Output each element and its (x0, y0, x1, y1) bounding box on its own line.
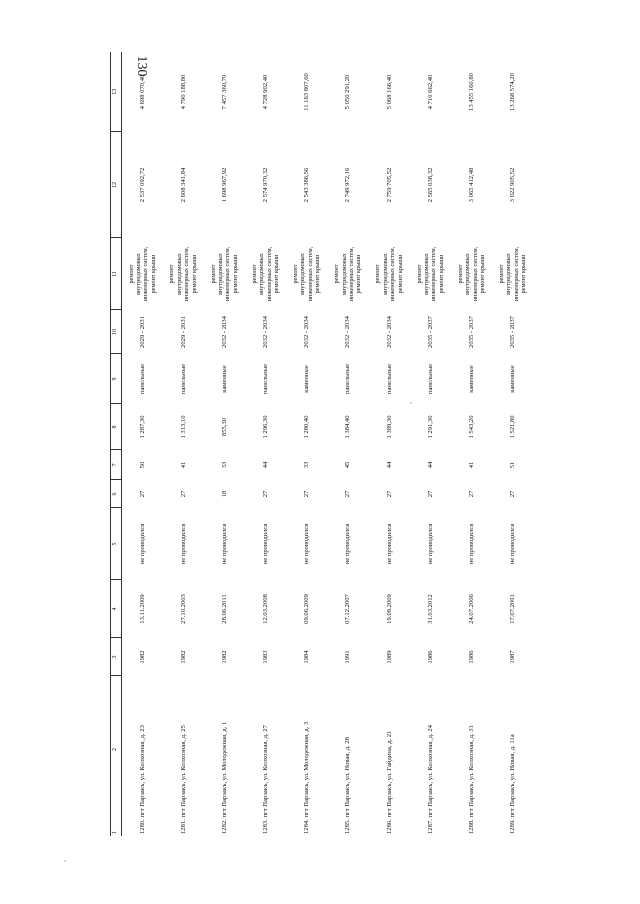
total-cost-cell: 4 710 662,40 (426, 74, 434, 110)
build-year-cell: 1982 (138, 650, 146, 664)
build-year-cell: 1987 (509, 650, 517, 664)
work-line: внутридомовых (258, 253, 266, 295)
address-cell: 1282. пгт Парзакъ, ул. Молодежная, д. 1 (220, 721, 228, 834)
wall-material-cell: панельные (344, 363, 352, 395)
header-cell-4: 4 (111, 580, 122, 638)
repair-status-cell: не проводился (509, 523, 517, 565)
work-type-cell (369, 238, 410, 310)
header-cell-5: 5 (111, 508, 122, 580)
work-line: внутридомовых (381, 253, 389, 295)
header-cell-11: 11 (111, 238, 122, 310)
apartments-cell: 50 (138, 461, 146, 469)
work-type-cell (492, 238, 533, 310)
address-cell: 1287. пгт Парзакъ, ул. Колхозная, д. 24 (426, 725, 434, 834)
area-cell: 1 291,30 (426, 415, 434, 439)
work-line: инженерных систем, (471, 246, 479, 302)
storeys-cell: 27 (426, 490, 434, 498)
header-cell-13: 13 (111, 52, 122, 132)
survey-date-cell: 31.03.2012 (426, 594, 434, 624)
work-line: ремонт крыши (190, 254, 198, 294)
header-cell-1-2 (111, 676, 122, 836)
header-cell-8: 8 (111, 404, 122, 450)
work-line: инженерных систем, (183, 246, 191, 302)
table-row (327, 52, 368, 836)
survey-date-cell: 07.12.2007 (344, 594, 352, 624)
work-line: ремонт (456, 264, 464, 284)
cost-cell: 2 543 386,56 (303, 167, 311, 203)
total-cost-cell: 11 163 807,60 (303, 73, 311, 111)
build-year-cell: 1989 (385, 650, 393, 664)
cost-cell: 2 759 705,52 (385, 167, 393, 203)
period-cell: 2035 - 2037 (467, 316, 475, 348)
page-number: 130 (134, 55, 149, 77)
total-cost-cell: 4 698 070,40 (138, 74, 146, 110)
repair-status-cell: не проводился (385, 523, 393, 565)
work-line: инженерных систем, (512, 246, 520, 302)
apartments-cell: 33 (303, 461, 311, 469)
work-line: внутридомовых (423, 253, 430, 295)
build-year-cell: 1984 (303, 650, 311, 664)
table-body (122, 52, 534, 836)
work-line: ремонт крыши (520, 254, 528, 294)
repair-schedule-table (110, 52, 533, 836)
build-year-cell: 1991 (344, 650, 352, 664)
scan-speck (64, 860, 66, 862)
build-year-cell: 1986 (426, 650, 434, 664)
work-line: инженерных систем, (348, 246, 356, 302)
period-cell: 2032 - 2034 (344, 316, 352, 348)
survey-date-cell: 12.03.2008 (261, 594, 269, 624)
work-line: внутридомовых (217, 253, 225, 295)
work-line: ремонт (292, 264, 300, 284)
apartments-cell: 41 (179, 461, 187, 469)
storeys-cell: 27 (261, 490, 269, 498)
period-cell: 2035 - 2037 (426, 316, 434, 348)
survey-date-cell: 13.11.2009 (138, 594, 146, 624)
apartments-cell: 44 (261, 461, 269, 469)
total-cost-cell: 4 728 902,40 (261, 74, 269, 110)
area-cell: 855,30 (220, 417, 228, 437)
header-label: 2 (112, 748, 119, 751)
work-line: внутридомовых (299, 253, 307, 295)
storeys-cell: 27 (344, 490, 352, 498)
header-cell-3: 3 (111, 638, 122, 676)
cost-cell: 2 574 970,32 (261, 167, 269, 203)
survey-date-cell: 09.06.2009 (303, 594, 311, 624)
work-line: ремонт (168, 264, 176, 284)
work-line: ремонт крыши (231, 254, 239, 294)
address-cell: 1283. пгт Парзакъ, ул. Колхозная, д. 27 (261, 725, 269, 834)
work-line: ремонт (333, 264, 341, 284)
total-cost-cell: 5 068 166,40 (385, 74, 393, 110)
repair-status-cell: не проводился (344, 523, 352, 565)
header-cell-12: 12 (111, 132, 122, 238)
repair-status-cell: не проводился (467, 523, 475, 565)
header-cell-9: 9 (111, 354, 122, 404)
wall-material-cell: панельные (426, 363, 434, 395)
build-year-cell: 1982 (220, 650, 228, 664)
storeys-cell: 27 (509, 490, 517, 498)
repair-status-cell: не проводился (179, 523, 187, 565)
storeys-cell: 27 (179, 490, 187, 498)
work-line: ремонт (209, 264, 217, 284)
cost-cell: 1 698 967,92 (220, 167, 228, 203)
work-line: ремонт крыши (437, 254, 445, 294)
repair-status-cell: не проводился (303, 523, 311, 565)
work-line: инженерных систем, (430, 246, 438, 302)
apartments-cell: 44 (385, 461, 393, 469)
survey-date-cell: 24.07.2006 (467, 594, 475, 624)
storeys-cell: 27 (385, 490, 393, 498)
wall-material-cell: панельные (179, 363, 187, 395)
total-cost-cell: 7 457 360,70 (220, 74, 228, 110)
storeys-cell: 27 (467, 490, 475, 498)
address-cell: 1289. пгт Парзакъ, ул. Новая, д. 11а (509, 734, 517, 834)
work-line: ремонт (497, 264, 505, 284)
work-line: ремонт крыши (355, 254, 363, 294)
build-year-cell: 1982 (179, 650, 187, 664)
total-cost-cell: 4 790 188,80 (179, 74, 187, 110)
area-cell: 1 543,20 (467, 415, 475, 439)
work-line: ремонт крыши (314, 254, 322, 294)
area-cell: 1 521,80 (509, 415, 517, 439)
scan-speck (410, 402, 412, 404)
work-line: ремонт (415, 264, 423, 284)
header-label: 1 (112, 831, 119, 834)
work-type-cell (122, 238, 163, 310)
address-cell: 1284. пгт Парзакъ, ул. Молодежная, д. 3 (303, 721, 311, 834)
work-line: инженерных систем, (306, 246, 314, 302)
wall-material-cell: панельные (385, 363, 393, 395)
table-row (451, 52, 492, 836)
work-type-cell (204, 238, 245, 310)
cost-cell: 3 022 905,52 (509, 167, 517, 203)
survey-date-cell: 28.06.2011 (220, 594, 228, 624)
work-type-cell (286, 238, 327, 310)
total-cost-cell: 5 050 291,20 (344, 74, 352, 110)
survey-date-cell: 27.10.2003 (179, 594, 187, 624)
work-line: инженерных систем, (142, 246, 150, 302)
area-cell: 1 389,30 (385, 415, 393, 439)
address-cell: 1286. пгт Парзакъ, ул. Гайдина, д. 21 (385, 730, 393, 834)
survey-date-cell: 19.08.2009 (385, 594, 393, 624)
work-type-cell (410, 238, 451, 310)
area-cell: 1 313,10 (179, 415, 187, 439)
work-type-cell (245, 238, 286, 310)
table-row (163, 52, 204, 836)
apartments-cell: 41 (467, 461, 475, 469)
wall-material-cell: каменные (303, 365, 311, 393)
work-line: ремонт (250, 264, 258, 284)
period-cell: 2029 - 2031 (138, 316, 146, 348)
period-cell: 2032 - 2034 (385, 316, 393, 348)
area-cell: 1 287,30 (138, 415, 146, 439)
period-cell: 2032 - 2034 (261, 316, 269, 348)
work-line: ремонт крыши (396, 254, 404, 294)
work-line: ремонт (374, 264, 382, 284)
table-row (122, 52, 163, 836)
work-line: инженерных систем, (389, 246, 397, 302)
cost-cell: 2 608 341,84 (179, 167, 187, 203)
area-cell: 1 280,40 (303, 415, 311, 439)
table-row (286, 52, 327, 836)
build-year-cell: 1983 (261, 650, 269, 664)
work-line: внутридомовых (340, 253, 348, 295)
work-line: внутридомовых (505, 253, 513, 295)
area-cell: 1 384,40 (344, 415, 352, 439)
header-row (111, 52, 122, 836)
total-cost-cell: 13 455 160,80 (467, 73, 475, 111)
work-line: инженерных систем, (224, 246, 232, 302)
repair-status-cell: не проводился (138, 523, 146, 565)
work-type-cell (327, 238, 368, 310)
address-cell: 1281. пгт Парзакъ, ул. Колхозная, д. 25 (179, 725, 187, 834)
rotated-table-container (110, 52, 540, 836)
storeys-cell: 27 (138, 490, 146, 498)
address-cell: 1288. пгт Парзакъ, ул. Колхозная, д. 31 (467, 725, 475, 834)
header-cell-6: 6 (111, 480, 122, 508)
work-type-cell (163, 238, 204, 310)
repair-status-cell: не проводился (426, 523, 434, 565)
cost-cell: 2 565 038,32 (426, 167, 434, 203)
storeys-cell: 27 (303, 490, 311, 498)
work-line: ремонт крыши (149, 254, 157, 294)
cost-cell: 3 065 412,48 (467, 167, 475, 203)
work-line: внутридомовых (464, 253, 472, 295)
repair-status-cell: не проводился (220, 523, 228, 565)
storeys-cell: 18 (220, 490, 228, 498)
period-cell: 2035 - 2037 (509, 316, 517, 348)
wall-material-cell: каменные (220, 365, 228, 393)
table-row (204, 52, 245, 836)
total-cost-cell: 13 268 574,20 (509, 73, 517, 111)
table-row (245, 52, 286, 836)
area-cell: 1 296,30 (261, 415, 269, 439)
apartments-cell: 44 (426, 461, 434, 469)
period-cell: 2032 - 2034 (303, 316, 311, 348)
wall-material-cell: каменные (509, 365, 517, 393)
apartments-cell: 51 (509, 461, 517, 469)
work-line: ремонт (127, 264, 135, 284)
apartments-cell: 45 (344, 461, 352, 469)
wall-material-cell: панельные (261, 363, 269, 395)
work-line: внутридомовых (175, 253, 183, 295)
build-year-cell: 1986 (467, 650, 475, 664)
wall-material-cell: панельные (138, 363, 146, 395)
cost-cell: 2 537 092,72 (138, 167, 146, 203)
period-cell: 2029 - 2031 (179, 316, 187, 348)
header-cell-10: 10 (111, 310, 122, 354)
cost-cell: 2 749 972,16 (344, 167, 352, 203)
work-line: внутридомовых (134, 253, 142, 295)
work-line: инженерных систем, (265, 246, 273, 302)
work-line: ремонт крыши (273, 254, 281, 294)
address-cell: 1285. пгт Парзакъ, ул. Новая, д. 28 (344, 737, 352, 834)
wall-material-cell: каменные (467, 365, 475, 393)
survey-date-cell: 17.07.2001 (509, 594, 517, 624)
table-row (369, 52, 410, 836)
header-cell-7: 7 (111, 450, 122, 480)
repair-status-cell: не проводился (261, 523, 269, 565)
work-line: ремонт крыши (479, 254, 486, 294)
table-row (410, 52, 451, 836)
period-cell: 2032 - 2034 (220, 316, 228, 348)
address-cell: 1280. пгт Парзакъ, ул. Колхозная, д. 23 (138, 725, 146, 834)
table-row (492, 52, 533, 836)
work-type-cell (451, 238, 492, 310)
apartments-cell: 33 (220, 461, 228, 469)
